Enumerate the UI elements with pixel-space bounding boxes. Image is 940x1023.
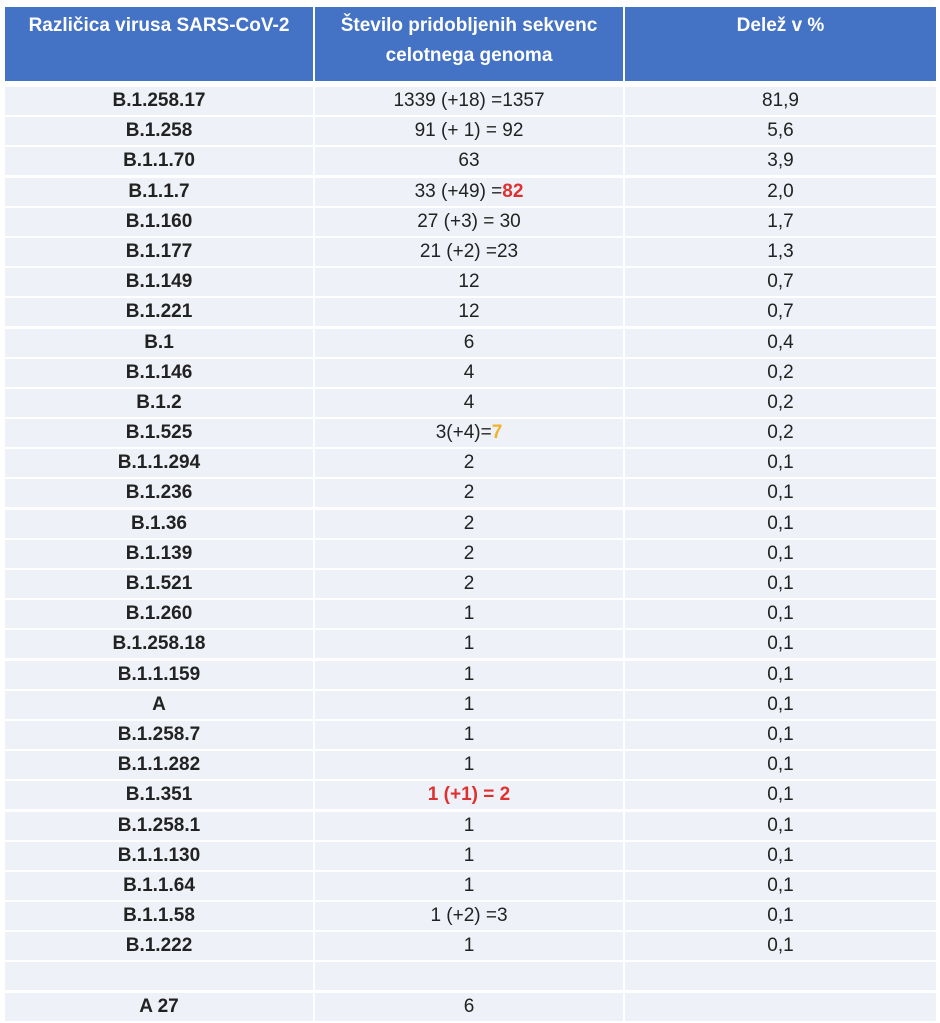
share-cell: 1,7 bbox=[767, 210, 794, 232]
variant-cell: B.1.258.18 bbox=[5, 630, 315, 658]
count-cell: 1339 (+18) =1357 bbox=[315, 87, 625, 115]
table-row bbox=[5, 721, 936, 749]
table-header bbox=[5, 7, 936, 81]
count-text: 3(+4)= bbox=[435, 422, 492, 444]
share-cell: 0,1 bbox=[767, 874, 794, 896]
count-cell: 1 bbox=[315, 600, 625, 628]
share-cell: 0,7 bbox=[767, 301, 794, 323]
variant-cell: B.1.258.17 bbox=[5, 87, 315, 115]
table-row bbox=[5, 329, 936, 357]
share-cell: 2,0 bbox=[767, 180, 794, 202]
table-row bbox=[5, 208, 936, 236]
share-cell: 0,1 bbox=[767, 573, 794, 594]
variant-cell: B.1.521 bbox=[5, 570, 315, 598]
table-row bbox=[5, 842, 936, 870]
table-row bbox=[5, 781, 936, 809]
header-share: Delež v % bbox=[736, 15, 825, 36]
table-row bbox=[5, 359, 936, 387]
share-cell: 1,3 bbox=[767, 240, 794, 262]
variant-cell: B.1.1.159 bbox=[5, 661, 315, 689]
table-row bbox=[5, 117, 936, 145]
count-cell: 2 bbox=[315, 540, 625, 568]
count-cell: 1 bbox=[315, 721, 625, 749]
count-cell: 1 bbox=[315, 691, 625, 719]
variant-cell: B.1.1.294 bbox=[5, 449, 315, 477]
count-cell: 21 (+2) =23 bbox=[315, 238, 625, 266]
variant-cell: B.1.36 bbox=[5, 510, 315, 538]
share-cell: 0,2 bbox=[767, 361, 794, 383]
share-cell: 0,2 bbox=[767, 391, 794, 413]
table-row bbox=[5, 510, 936, 538]
variant-cell: A bbox=[5, 691, 315, 719]
share-cell: 0,1 bbox=[767, 784, 794, 806]
count-cell: 1 (+2) =3 bbox=[315, 902, 625, 930]
table-row bbox=[5, 691, 936, 719]
variant-cell: B.1.221 bbox=[5, 298, 315, 326]
share-cell: 0,1 bbox=[767, 935, 794, 957]
variant-cell: B.1.222 bbox=[5, 932, 315, 960]
count-cell: 6 bbox=[315, 993, 625, 1021]
count-cell: 4 bbox=[315, 389, 625, 417]
variant-cell: B.1.1.58 bbox=[5, 902, 315, 930]
count-highlight: 7 bbox=[491, 422, 503, 444]
table-row bbox=[5, 630, 936, 658]
variant-cell: B.1.1.64 bbox=[5, 872, 315, 900]
variant-cell: B.1.1.70 bbox=[5, 147, 315, 175]
share-cell: 0,4 bbox=[767, 331, 794, 353]
table-row bbox=[5, 449, 936, 477]
table-row bbox=[5, 661, 936, 689]
count-cell: 1 bbox=[315, 630, 625, 658]
variant-cell bbox=[5, 962, 315, 990]
variants-table bbox=[5, 7, 936, 1023]
variant-cell: B.1.260 bbox=[5, 600, 315, 628]
table-row bbox=[5, 147, 936, 175]
table-row bbox=[5, 87, 936, 115]
share-cell: 0,7 bbox=[767, 271, 794, 293]
table-row bbox=[5, 298, 936, 326]
count-cell: 63 bbox=[315, 147, 625, 175]
share-cell bbox=[625, 993, 936, 1021]
count-cell: 27 (+3) = 30 bbox=[315, 208, 625, 236]
count-cell: 2 bbox=[315, 449, 625, 477]
variant-cell: B.1.146 bbox=[5, 359, 315, 387]
share-cell: 81,9 bbox=[762, 90, 799, 111]
table-row bbox=[5, 389, 936, 417]
count-highlight: 82 bbox=[502, 180, 524, 202]
count-cell: 1 bbox=[315, 661, 625, 689]
count-cell: 6 bbox=[315, 329, 625, 357]
share-cell: 0,1 bbox=[767, 633, 794, 655]
table-row bbox=[5, 993, 936, 1021]
variant-cell: B.1.258.1 bbox=[5, 812, 315, 840]
share-cell: 0,1 bbox=[767, 512, 794, 534]
share-cell: 0,1 bbox=[767, 693, 794, 715]
share-cell: 0,1 bbox=[767, 754, 794, 776]
table-row bbox=[5, 570, 936, 598]
share-cell: 0,1 bbox=[767, 663, 794, 685]
count-cell bbox=[315, 419, 625, 447]
count-text: 33 (+49) = bbox=[414, 180, 503, 202]
share-cell: 5,6 bbox=[767, 120, 794, 142]
table-row bbox=[5, 902, 936, 930]
count-cell: 4 bbox=[315, 359, 625, 387]
count-cell: 12 bbox=[315, 268, 625, 296]
count-cell: 1 bbox=[315, 872, 625, 900]
share-cell bbox=[625, 962, 936, 990]
variant-cell: B.1.160 bbox=[5, 208, 315, 236]
variant-cell: B.1.258.7 bbox=[5, 721, 315, 749]
variant-cell: B.1 bbox=[5, 329, 315, 357]
table-row bbox=[5, 812, 936, 840]
count-cell: 12 bbox=[315, 298, 625, 326]
share-cell: 0,1 bbox=[767, 452, 794, 474]
count-cell: 91 (+ 1) = 92 bbox=[315, 117, 625, 145]
variant-cell: A 27 bbox=[5, 993, 315, 1021]
variant-cell: B.1.1.7 bbox=[5, 178, 315, 206]
variant-cell: B.1.1.282 bbox=[5, 751, 315, 779]
share-cell: 3,9 bbox=[767, 150, 794, 172]
count-cell: 1 bbox=[315, 751, 625, 779]
share-cell: 0,1 bbox=[767, 482, 794, 504]
table-row-empty bbox=[5, 962, 936, 990]
share-cell: 0,1 bbox=[767, 603, 794, 625]
share-cell: 0,1 bbox=[767, 905, 794, 927]
variant-cell: B.1.2 bbox=[5, 389, 315, 417]
table-row bbox=[5, 479, 936, 507]
share-cell: 0,2 bbox=[767, 422, 794, 444]
count-cell bbox=[315, 178, 625, 206]
header-variant: Različica virusa SARS-CoV-2 bbox=[5, 7, 315, 81]
count-cell bbox=[315, 962, 625, 990]
count-cell: 1 bbox=[315, 812, 625, 840]
share-cell: 0,1 bbox=[767, 723, 794, 745]
variant-cell: B.1.351 bbox=[5, 781, 315, 809]
share-cell: 0,1 bbox=[767, 814, 794, 836]
variant-cell: B.1.177 bbox=[5, 238, 315, 266]
table-row bbox=[5, 238, 936, 266]
share-cell: 0,1 bbox=[767, 542, 794, 564]
variant-cell: B.1.149 bbox=[5, 268, 315, 296]
variant-cell: B.1.525 bbox=[5, 419, 315, 447]
share-cell: 0,1 bbox=[767, 844, 794, 866]
table-row bbox=[5, 268, 936, 296]
count-cell: 2 bbox=[315, 479, 625, 507]
variant-cell: B.1.139 bbox=[5, 540, 315, 568]
variant-cell: B.1.258 bbox=[5, 117, 315, 145]
table-row bbox=[5, 540, 936, 568]
count-cell: 1 bbox=[315, 932, 625, 960]
table-row bbox=[5, 751, 936, 779]
table-row bbox=[5, 419, 936, 447]
count-cell: 2 bbox=[315, 510, 625, 538]
count-cell: 1 (+1) = 2 bbox=[315, 781, 625, 809]
count-cell: 1 bbox=[315, 842, 625, 870]
count-cell: 2 bbox=[315, 570, 625, 598]
variant-cell: B.1.1.130 bbox=[5, 842, 315, 870]
table-row bbox=[5, 932, 936, 960]
table-body bbox=[5, 87, 936, 1021]
table-row bbox=[5, 600, 936, 628]
header-count: Število pridobljenih sekvenc celotnega genoma bbox=[315, 7, 625, 81]
table-row bbox=[5, 178, 936, 206]
table-row bbox=[5, 872, 936, 900]
variant-cell: B.1.236 bbox=[5, 479, 315, 507]
